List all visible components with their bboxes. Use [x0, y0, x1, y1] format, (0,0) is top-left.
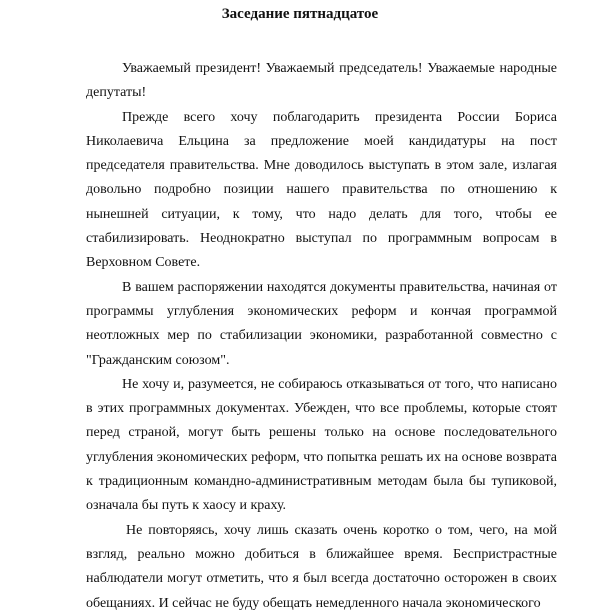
- paragraph-gratitude: Прежде всего хочу поблагодарить президента России Бориса Николаевича Ельцина за предложение моей кандидатуры на пост председателя правительства. Мне доводилось выступать в этом зале, излагая довольно подробно позиции нашего правительства по отношению к нынешней ситуации, к тому, что надо делать для того, чтобы ее стабилизировать. Неоднократно выступал по программным вопросам в Верховном Совете.: [86, 109, 557, 271]
- paragraph-reforms: Не хочу и, разумеется, не собираюсь отказываться от того, что написано в этих программных документах. Убежден, что все проблемы, которые стоят перед страной, могут быть решены только на основе последовательного углубления экономических реформ, что попытка решать их на основе возврата к традиционным командно-административным методам была бы тупиковой, означала бы путь к хаосу и краху.: [86, 376, 557, 514]
- paragraph-documents: В вашем распоряжении находятся документы правительства, начиная от программы углубления экономических реформ и кончая программой неотложных мер по стабилизации экономики, разработанной совместно с "Гражданским союзом".: [86, 279, 557, 368]
- document-title: Заседание пятнадцатое: [221, 6, 379, 22]
- document-body: [86, 57, 557, 616]
- paragraph-greeting: Уважаемый президент! Уважаемый председатель! Уважаемые народные депутаты!: [86, 61, 557, 101]
- paragraph-promises: Не повторяясь, хочу лишь сказать очень коротко о том, чего, на мой взгляд, реально можно добиться в ближайшее время. Беспристрастные наблюдатели могут отметить, что я был всегда достаточно осторожен в своих обещаниях. И сейчас не буду обещать немедленного начала экономического: [86, 522, 557, 611]
